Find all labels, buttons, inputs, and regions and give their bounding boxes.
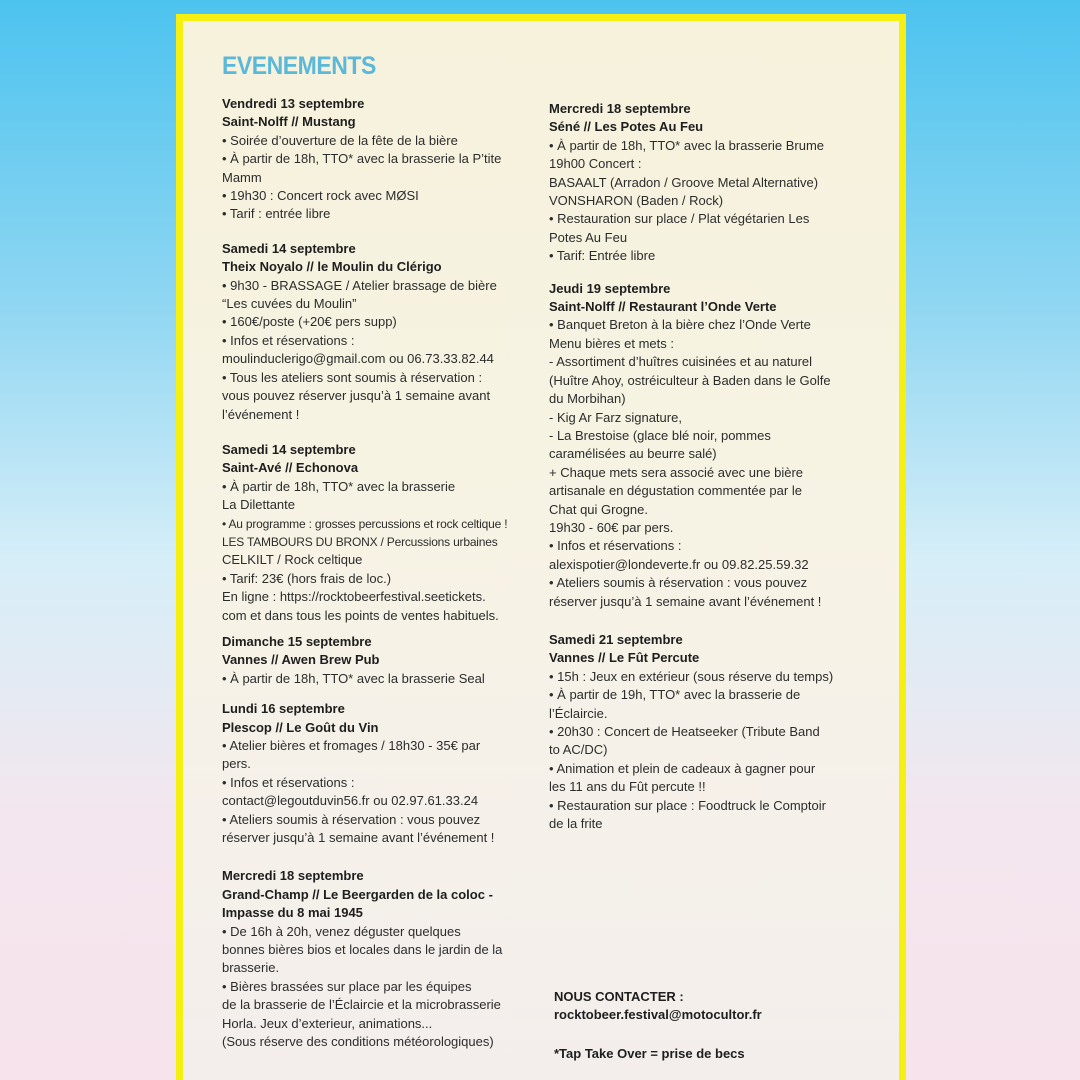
event-line: Menu bières et mets : bbox=[549, 335, 674, 351]
event-line: • Restauration sur place / Plat végétarien Les bbox=[549, 211, 810, 227]
event-line: brasserie. bbox=[222, 960, 280, 976]
event-line: l’Éclaircie. bbox=[549, 705, 608, 721]
event-line: les 11 ans du Fût percute !! bbox=[549, 779, 706, 795]
event-line: vous pouvez réserver jusqu’à 1 semaine avant bbox=[222, 388, 491, 404]
event-venue: Saint-Avé // Echonova bbox=[222, 460, 359, 476]
event-line: • Tarif: Entrée libre bbox=[549, 248, 656, 264]
event-line: BASAALT (Arradon / Groove Metal Alternative) bbox=[549, 174, 819, 190]
event-line: (Sous réserve des conditions météorologiques) bbox=[222, 1034, 494, 1050]
event-line: • À partir de 19h, TTO* avec la brasserie de bbox=[549, 687, 801, 703]
event-line: • À partir de 18h, TTO* avec la brasserie la P’tite bbox=[222, 151, 502, 167]
event-line: VONSHARON (Baden / Rock) bbox=[549, 193, 724, 209]
event-line: Chat qui Grogne. bbox=[549, 501, 649, 517]
event-line: • Ateliers soumis à réservation : vous pouvez bbox=[222, 811, 481, 827]
event-venue: Impasse du 8 mai 1945 bbox=[222, 905, 363, 921]
event-line: • 15h : Jeux en extérieur (sous réserve du temps) bbox=[549, 668, 834, 684]
event-line: • Bières brassées sur place par les équipes bbox=[222, 978, 472, 994]
right-column bbox=[549, 100, 879, 848]
footnote: *Tap Take Over = prise de becs bbox=[554, 1046, 745, 1061]
event-line: com et dans tous les points de ventes habituels. bbox=[222, 607, 499, 623]
event-block bbox=[549, 280, 879, 611]
event-line: • Animation et plein de cadeaux à gagner pour bbox=[549, 760, 816, 776]
event-line: • Tarif : entrée libre bbox=[222, 206, 331, 222]
event-date: Lundi 16 septembre bbox=[222, 701, 345, 717]
event-line: - La Brestoise (glace blé noir, pommes bbox=[549, 427, 771, 443]
event-line: de la frite bbox=[549, 816, 603, 832]
event-line: du Morbihan) bbox=[549, 391, 626, 407]
event-line: CELKILT / Rock celtique bbox=[222, 552, 363, 568]
event-venue: Vannes // Le Fût Percute bbox=[549, 650, 700, 666]
event-line: bonnes bières bios et locales dans le jardin de la bbox=[222, 942, 503, 958]
event-block bbox=[222, 240, 538, 424]
event-line: • Banquet Breton à la bière chez l’Onde Verte bbox=[549, 317, 811, 333]
event-line: + Chaque mets sera associé avec une bière bbox=[549, 464, 804, 480]
event-line: La Dilettante bbox=[222, 497, 295, 513]
event-line: réserver jusqu’à 1 semaine avant l’événement ! bbox=[549, 593, 822, 609]
contact-label: NOUS CONTACTER : bbox=[554, 989, 684, 1004]
event-date: Vendredi 13 septembre bbox=[222, 96, 365, 111]
event-block bbox=[222, 95, 538, 224]
event-date: Jeudi 19 septembre bbox=[549, 280, 671, 296]
event-venue: Grand-Champ // Le Beergarden de la coloc - bbox=[222, 886, 493, 902]
event-line: • Tarif: 23€ (hors frais de loc.) bbox=[222, 570, 392, 586]
event-venue: Séné // Les Potes Au Feu bbox=[549, 119, 704, 135]
event-block bbox=[222, 633, 538, 688]
event-date: Samedi 14 septembre bbox=[222, 441, 356, 457]
event-line: artisanale en dégustation commentée par le bbox=[549, 483, 802, 499]
event-line: Mamm bbox=[222, 169, 262, 185]
event-block bbox=[222, 700, 538, 847]
event-line: En ligne : https://rocktobeerfestival.seetickets. bbox=[222, 589, 486, 605]
event-line: • Restauration sur place : Foodtruck le Comptoir bbox=[549, 797, 826, 813]
event-line: • Infos et réservations : bbox=[222, 774, 355, 790]
event-line: Horla. Jeux d’exterieur, animations... bbox=[222, 1015, 433, 1031]
event-date: Dimanche 15 septembre bbox=[222, 633, 372, 649]
event-line: • 19h30 : Concert rock avec MØSI bbox=[222, 188, 419, 204]
event-venue: Saint-Nolff // Restaurant l’Onde Verte bbox=[549, 299, 777, 315]
event-line: • Ateliers soumis à réservation : vous pouvez bbox=[549, 575, 808, 591]
contact-section bbox=[554, 988, 884, 1025]
event-line: • 9h30 - BRASSAGE / Atelier brassage de bière bbox=[222, 277, 497, 293]
event-date: Mercredi 18 septembre bbox=[222, 868, 364, 884]
event-line: Potes Au Feu bbox=[549, 229, 628, 245]
event-line: (Huître Ahoy, ostréiculteur à Baden dans le Golfe bbox=[549, 372, 831, 388]
event-block bbox=[549, 631, 879, 833]
event-line: • Infos et réservations : bbox=[222, 332, 355, 348]
event-venue: Plescop // Le Goût du Vin bbox=[222, 719, 379, 735]
page-title: EVENEMENTS bbox=[222, 52, 376, 80]
event-line: • Soirée d’ouverture de la fête de la bière bbox=[222, 132, 458, 148]
event-venue: Vannes // Awen Brew Pub bbox=[222, 652, 380, 668]
event-line: - Kig Ar Farz signature, bbox=[549, 409, 682, 425]
event-line: to AC/DC) bbox=[549, 742, 608, 758]
event-line: • À partir de 18h, TTO* avec la brasserie Brume bbox=[549, 137, 825, 153]
event-date: Samedi 21 septembre bbox=[549, 631, 683, 647]
event-venue: Saint-Nolff // Mustang bbox=[222, 114, 356, 130]
event-block bbox=[222, 441, 538, 625]
event-line: alexispotier@londeverte.fr ou 09.82.25.59.32 bbox=[549, 556, 809, 572]
event-venue: Theix Noyalo // le Moulin du Clérigo bbox=[222, 259, 442, 275]
event-line: pers. bbox=[222, 756, 251, 772]
event-block bbox=[222, 867, 538, 1051]
event-line: • Tous les ateliers sont soumis à réservation : bbox=[222, 369, 483, 385]
event-line: - Assortiment d’huîtres cuisinées et au naturel bbox=[549, 354, 813, 370]
event-line: de la brasserie de l’Éclaircie et la microbrasserie bbox=[222, 997, 501, 1013]
event-line: • 160€/poste (+20€ pers supp) bbox=[222, 314, 397, 330]
event-line: 19h00 Concert : bbox=[549, 156, 642, 172]
event-line: caramélisées au beurre salé) bbox=[549, 446, 717, 462]
event-line: • Atelier bières et fromages / 18h30 - 35€ par bbox=[222, 738, 481, 753]
event-date: Samedi 14 septembre bbox=[222, 240, 356, 256]
event-line: moulinduclerigo@gmail.com ou 06.73.33.82.44 bbox=[222, 351, 494, 367]
event-line: • 20h30 : Concert de Heatseeker (Tribute Band bbox=[549, 724, 820, 739]
event-line: LES TAMBOURS DU BRONX / Percussions urbaines bbox=[222, 534, 498, 549]
event-line: 19h30 - 60€ par pers. bbox=[549, 519, 674, 535]
event-line: • À partir de 18h, TTO* avec la brasserie Seal bbox=[222, 670, 485, 686]
event-line: l’événement ! bbox=[222, 406, 300, 422]
left-column bbox=[222, 95, 538, 1067]
event-line: • Au programme : grosses percussions et rock celtique ! bbox=[222, 516, 508, 531]
contact-email: rocktobeer.festival@motocultor.fr bbox=[554, 1007, 762, 1023]
event-line: réserver jusqu’à 1 semaine avant l’événement ! bbox=[222, 830, 495, 846]
event-line: • À partir de 18h, TTO* avec la brasserie bbox=[222, 478, 456, 494]
event-line: contact@legoutduvin56.fr ou 02.97.61.33.24 bbox=[222, 793, 479, 809]
event-date: Mercredi 18 septembre bbox=[549, 101, 691, 116]
event-line: “Les cuvées du Moulin” bbox=[222, 296, 357, 312]
event-block bbox=[549, 100, 879, 266]
event-line: • Infos et réservations : bbox=[549, 538, 682, 554]
event-line: • De 16h à 20h, venez déguster quelques bbox=[222, 923, 461, 939]
